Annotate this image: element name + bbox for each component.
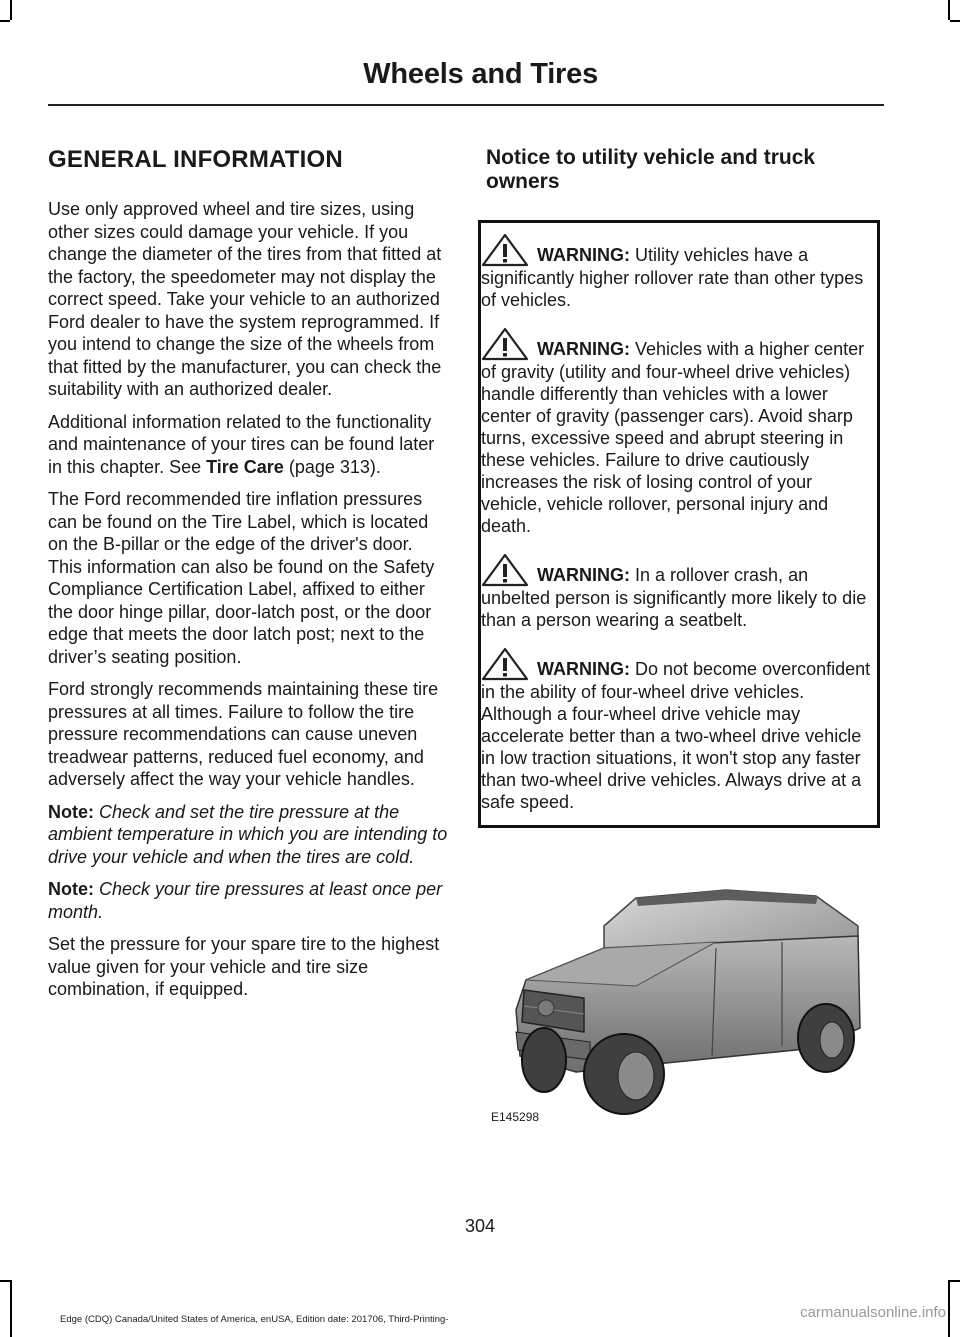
warnings-box [478,220,880,828]
warning-triangle-icon [481,553,529,587]
warning-triangle-icon [481,647,529,681]
right-column [481,146,886,828]
page-title: Wheels and Tires [363,58,598,90]
paragraph-maintaining: Ford strongly recommends maintaining these tire pressures at all times. Failure to follow the tire pressure recommendations can cause uneven treadwear patterns, reduced fuel economy, and adversely affect the way your vehicle handles. [48,679,439,789]
figure-id: E145298 [491,1110,540,1124]
note-ambient-temperature [48,801,448,869]
note-text: Check and set the tire pressure at the ambient temperature in which you are intending to drive your vehicle and when the tires are cold. [48,801,448,867]
paragraph-inflation: The Ford recommended tire inflation pressures can be found on the Tire Label, which is located on the B-pillar or the edge of the driver's door. This information can also be found on the Safety Compliance Certification Label, affixed to either the door hinge pillar, door-latch post, or the door edge that meets the door latch post; next to the driver’s seating position. [48,489,435,667]
crop-mark-top-right-v [948,0,950,20]
crop-mark-bottom-right-h [950,1280,960,1282]
warning-text: Do not become overconfident in the ability of four-wheel drive vehicles. Although a four-wheel drive vehicle may accelerate better than a two-wheel drive vehicle in low traction situations, it won't stop any faster than two-wheel drive vehicles. Always drive at a safe speed. [481,659,871,812]
warning-item [481,233,871,311]
crop-mark-top-left-v [10,0,12,20]
warning-item [481,553,871,631]
warning-label: WARNING: [537,565,630,585]
header-divider [48,104,884,106]
page-reference: (page 313). [283,456,381,477]
warning-triangle-icon [481,233,529,267]
suv-illustration [486,860,886,1130]
crop-mark-bottom-right-v [948,1280,950,1337]
crop-mark-bottom-left-v [10,1280,12,1337]
warning-text: Vehicles with a higher center of gravity (utility and four-wheel drive vehicles) handle differently than vehicles with a lower center of gravity (passenger cars). Avoid sharp turns, excessive speed and abrupt steering in these vehicles. Failure to drive cautiously increases the risk of losing control of your vehicle, vehicle rollover, personal injury and death. [481,339,865,536]
warning-triangle-icon [481,327,529,361]
tire-care-link[interactable]: Tire Care [206,456,284,477]
paragraph-spare-tire: Set the pressure for your spare tire to the highest value given for your vehicle and tire size combination, if equipped. [48,934,440,999]
warning-text: In a rollover crash, an unbelted person is significantly more likely to die than a person wearing a seatbelt. [481,565,867,630]
paragraph-additional-info [48,411,448,479]
warning-item [481,647,871,813]
paragraph-additional-text: Additional information related to the functionality and maintenance of your tires can be found later in this chapter. See [48,411,435,477]
left-column [48,146,448,1011]
warning-item [481,327,871,537]
subsection-heading: Notice to utility vehicle and truck owners [486,146,816,193]
warning-text: Utility vehicles have a significantly higher rollover rate than other types of vehicles. [481,245,864,310]
section-heading: GENERAL INFORMATION [48,146,343,173]
note-text: Check your tire pressures at least once per month. [48,879,443,922]
note-label: Note: [48,801,94,822]
warning-label: WARNING: [537,339,630,359]
paragraph-sizes: Use only approved wheel and tire sizes, using other sizes could damage your vehicle. If you change the diameter of the tires from that fitted at the factory, the speedometer may not display the correct speed. Take your vehicle to an authorized Ford dealer to have the system reprogrammed. If you intend to change the size of the wheels from that fitted by the manufacturer, you can check the suitability with an authorized dealer. [48,199,442,399]
note-monthly-check [48,878,448,923]
crop-mark-top-right-h [950,20,960,22]
warning-label: WARNING: [537,245,630,265]
page-number: 304 [464,1216,496,1236]
warning-label: WARNING: [537,659,630,679]
crop-mark-bottom-left-h [0,1280,10,1282]
footer-text: Edge (CDQ) Canada/United States of America, enUSA, Edition date: 201706, Third-Printing- [60,1314,449,1325]
crop-mark-top-left-h [0,20,10,22]
note-label: Note: [48,879,94,899]
watermark: carmanualsonline.info [800,1304,946,1321]
